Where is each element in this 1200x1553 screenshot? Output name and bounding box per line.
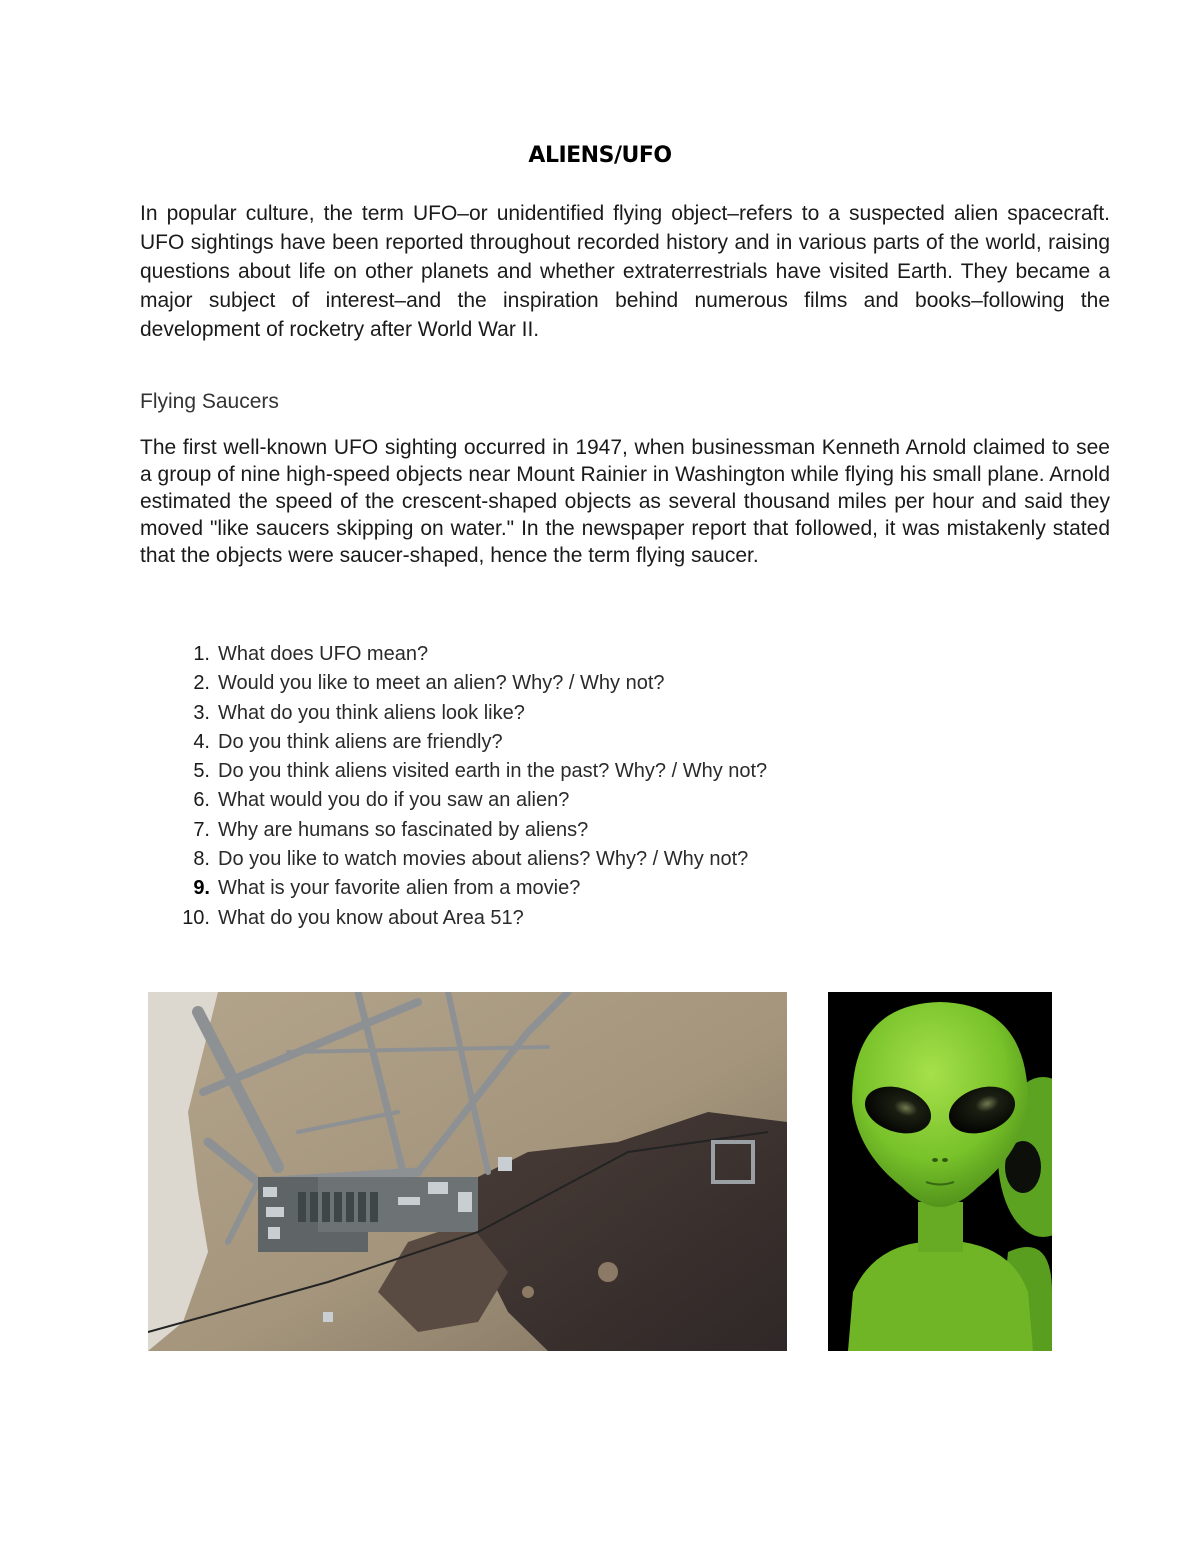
question-number: 1.	[193, 643, 210, 665]
question-text: What does UFO mean?	[218, 643, 429, 665]
question-text: Why are humans so fascinated by aliens?	[218, 818, 589, 841]
question-number: 6.	[193, 789, 210, 812]
section-heading: Flying Saucers	[140, 390, 279, 413]
list-item	[160, 816, 920, 845]
list-item	[160, 640, 920, 669]
question-number: 4.	[193, 730, 210, 753]
question-number: 5.	[193, 760, 210, 783]
question-number: 2.	[193, 672, 210, 695]
list-item	[160, 845, 920, 874]
question-text: What is your favorite alien from a movie?	[218, 877, 581, 900]
question-text: What do you think aliens look like?	[218, 701, 525, 724]
green-alien-graphic	[828, 992, 1052, 1351]
question-text: What would you do if you saw an alien?	[218, 789, 570, 812]
question-number: 3.	[193, 701, 210, 724]
list-item	[160, 757, 920, 786]
question-number: 8.	[193, 848, 210, 871]
flying-saucers-paragraph: The first well-known UFO sighting occurred in 1947, when businessman Kenneth Arnold claimed to see a group of nine high-speed objects near Mount Rainier in Washington while flying his small plane. Arnold estimated the speed of the crescent-shaped objects as several thousand miles per hour and said they moved "like saucers skipping on water." In the newspaper report that followed, it was mistakenly stated that the objects were saucer-shaped, hence the term flying saucer.	[140, 436, 1110, 567]
area51-aerial-graphic	[148, 992, 787, 1351]
question-text: Do you like to watch movies about aliens? Why? / Why not?	[218, 848, 749, 871]
intro-paragraph: In popular culture, the term UFO–or unidentified flying object–refers to a suspected alien spacecraft. UFO sightings have been reported throughout recorded history and in various parts of the world, raising questions about life on other planets and whether extraterrestrials have visited Earth. They became a major subject of interest–and the inspiration behind numerous films and books–following the development of rocketry after World War II.	[140, 202, 1110, 341]
list-item	[160, 669, 920, 698]
question-number: 7.	[193, 818, 210, 841]
question-text: Do you think aliens are friendly?	[218, 730, 503, 753]
list-item	[160, 728, 920, 757]
page-title: ALIENS/UFO	[528, 143, 672, 168]
area51-aerial-image	[148, 992, 787, 1351]
question-number: 9.	[193, 877, 210, 900]
question-list	[160, 640, 920, 933]
question-text: What do you know about Area 51?	[218, 906, 524, 929]
question-text: Would you like to meet an alien? Why? / Why not?	[218, 672, 665, 695]
question-number: 10.	[182, 906, 210, 929]
question-text: Do you think aliens visited earth in the past? Why? / Why not?	[218, 760, 768, 783]
list-item	[160, 786, 920, 815]
green-alien-image	[828, 992, 1052, 1351]
list-item	[160, 904, 920, 933]
list-item	[160, 874, 920, 903]
list-item	[160, 699, 920, 728]
